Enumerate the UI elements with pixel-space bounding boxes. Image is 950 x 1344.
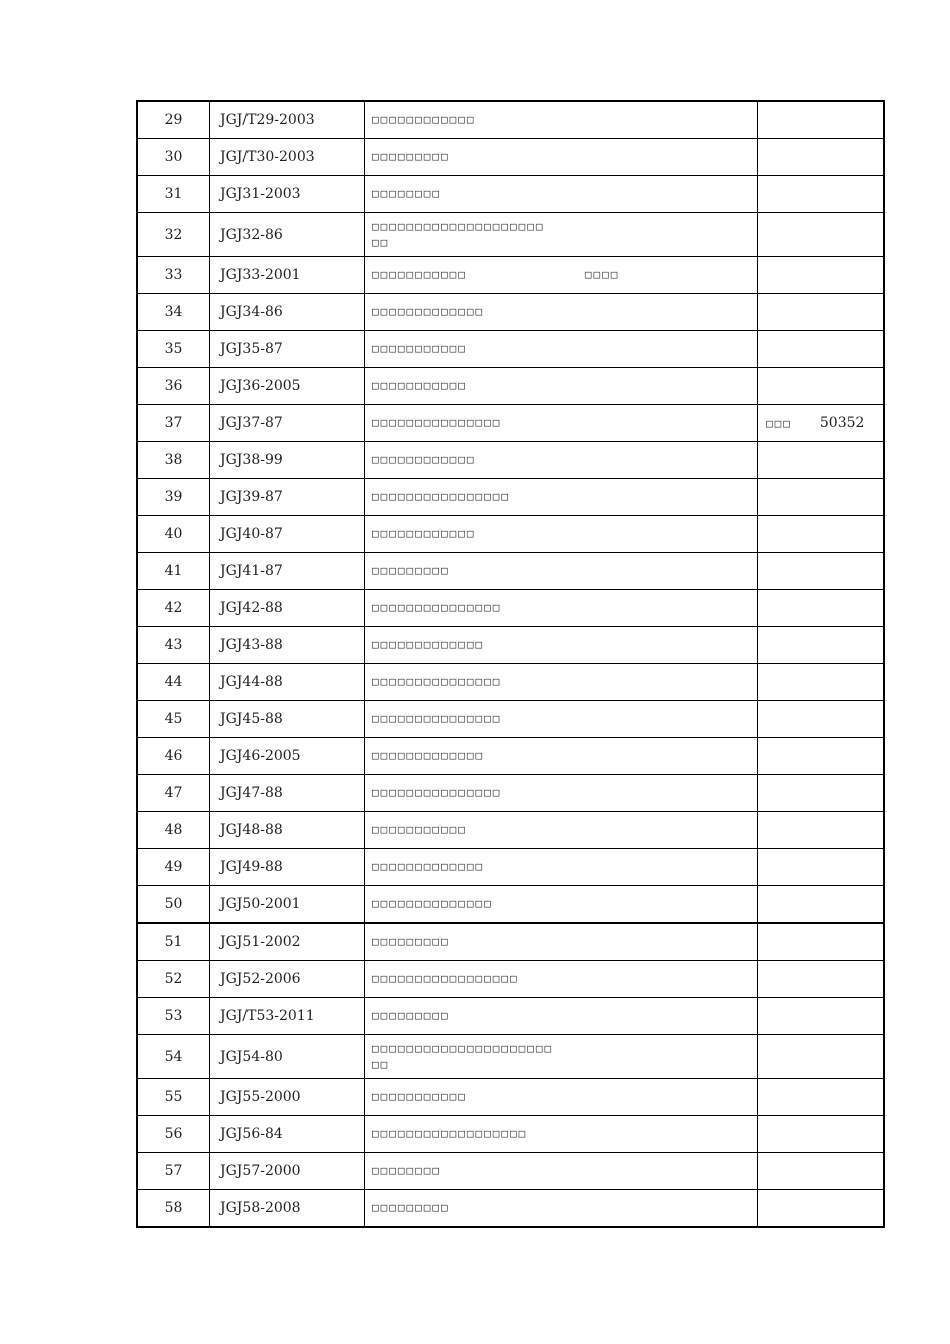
standard-code: JGJ50-2001 xyxy=(210,886,365,924)
row-number: 51 xyxy=(137,923,210,961)
table-row xyxy=(137,886,884,924)
standard-name: □□□□□□□□□□□□ xyxy=(365,101,758,139)
table-row xyxy=(137,101,884,139)
standard-name-text: □□□□□□□□□□□ xyxy=(372,268,467,281)
remark-cell xyxy=(758,812,885,849)
standard-code: JGJ/T29-2003 xyxy=(210,101,365,139)
remark-cell xyxy=(758,139,885,176)
table-row xyxy=(137,213,884,257)
standard-name: □□□□□□□□□□□□□ xyxy=(365,294,758,331)
row-number: 39 xyxy=(137,479,210,516)
standard-name: □□□□□□□□□□□□ xyxy=(365,516,758,553)
table-row xyxy=(137,368,884,405)
row-number: 56 xyxy=(137,1116,210,1153)
remark-cell xyxy=(758,627,885,664)
standard-name: □□□□□□□□□□□□□□ xyxy=(365,886,758,924)
row-number: 47 xyxy=(137,775,210,812)
table-row xyxy=(137,998,884,1035)
row-number: 45 xyxy=(137,701,210,738)
standard-name: □□□□□□□□□ xyxy=(365,139,758,176)
standard-name: □□□□□□□□□□□□ xyxy=(365,442,758,479)
standard-code: JGJ49-88 xyxy=(210,849,365,886)
standard-name-line2: □□ xyxy=(372,1057,390,1071)
remark-cell xyxy=(758,1079,885,1116)
standard-name: □□□□□□□□□□□□□□□ xyxy=(365,405,758,442)
remark-cell xyxy=(758,294,885,331)
standards-table-body xyxy=(137,101,884,1227)
table-row xyxy=(137,139,884,176)
standard-code: JGJ/T30-2003 xyxy=(210,139,365,176)
standard-code: JGJ47-88 xyxy=(210,775,365,812)
row-number: 57 xyxy=(137,1153,210,1190)
remark-cell xyxy=(758,886,885,924)
table-row xyxy=(137,479,884,516)
remark-cell xyxy=(758,442,885,479)
standard-name: □□□□□□□□□□□ xyxy=(365,1079,758,1116)
remark-value: 50352 xyxy=(819,414,865,431)
row-number: 58 xyxy=(137,1190,210,1228)
standard-name: □□□□□□□□□□□□□□□ xyxy=(365,775,758,812)
standard-code: JGJ56-84 xyxy=(210,1116,365,1153)
table-row xyxy=(137,553,884,590)
standard-name: □□□□□□□□□□□ xyxy=(365,812,758,849)
remark-cell xyxy=(758,701,885,738)
standard-name: □□□□□□□□□□□□□□□ xyxy=(365,664,758,701)
remark-cell xyxy=(758,849,885,886)
remark-cell xyxy=(758,331,885,368)
table-row xyxy=(137,664,884,701)
table-row xyxy=(137,176,884,213)
standard-code: JGJ41-87 xyxy=(210,553,365,590)
remark-cell xyxy=(758,1116,885,1153)
remark-cell xyxy=(758,176,885,213)
row-number: 37 xyxy=(137,405,210,442)
standard-code: JGJ31-2003 xyxy=(210,176,365,213)
row-number: 31 xyxy=(137,176,210,213)
standard-code: JGJ46-2005 xyxy=(210,738,365,775)
table-row xyxy=(137,923,884,961)
standard-code: JGJ38-99 xyxy=(210,442,365,479)
standard-code: JGJ/T53-2011 xyxy=(210,998,365,1035)
remark-cell xyxy=(758,998,885,1035)
standard-name: □□□□□□□□□□□□□ xyxy=(365,738,758,775)
standard-code: JGJ33-2001 xyxy=(210,257,365,294)
standard-name-line1: □□□□□□□□□□□□□□□□□□□□□ xyxy=(372,1041,554,1055)
table-row xyxy=(137,775,884,812)
remark-cell xyxy=(758,775,885,812)
standard-code: JGJ55-2000 xyxy=(210,1079,365,1116)
table-row xyxy=(137,812,884,849)
remark-cell xyxy=(758,1190,885,1228)
remark-label: □□□ xyxy=(766,416,792,430)
table-row xyxy=(137,442,884,479)
remark-cell xyxy=(758,405,885,442)
standard-name xyxy=(365,1035,758,1079)
row-number: 40 xyxy=(137,516,210,553)
standard-name: □□□□□□□□ xyxy=(365,176,758,213)
remark-cell xyxy=(758,738,885,775)
row-number: 44 xyxy=(137,664,210,701)
row-number: 36 xyxy=(137,368,210,405)
standard-name: □□□□□□□□□□□ xyxy=(365,331,758,368)
row-number: 42 xyxy=(137,590,210,627)
standard-code: JGJ44-88 xyxy=(210,664,365,701)
remark-cell xyxy=(758,590,885,627)
table-row xyxy=(137,257,884,294)
table-row xyxy=(137,1079,884,1116)
standard-name: □□□□□□□□□ xyxy=(365,553,758,590)
standard-code: JGJ52-2006 xyxy=(210,961,365,998)
standard-name-suffix: □□□□ xyxy=(584,268,620,281)
remark-cell xyxy=(758,923,885,961)
standard-code: JGJ57-2000 xyxy=(210,1153,365,1190)
row-number: 41 xyxy=(137,553,210,590)
table-row xyxy=(137,849,884,886)
row-number: 52 xyxy=(137,961,210,998)
standard-name-line2: □□ xyxy=(372,235,390,249)
standard-name: □□□□□□□□ xyxy=(365,1153,758,1190)
remark-cell xyxy=(758,516,885,553)
standard-code: JGJ37-87 xyxy=(210,405,365,442)
row-number: 54 xyxy=(137,1035,210,1079)
standard-name: □□□□□□□□□ xyxy=(365,998,758,1035)
table-row xyxy=(137,1035,884,1079)
standard-code: JGJ45-88 xyxy=(210,701,365,738)
row-number: 32 xyxy=(137,213,210,257)
standard-name: □□□□□□□□□□□□□□□□ xyxy=(365,479,758,516)
table-row xyxy=(137,961,884,998)
remark-cell xyxy=(758,553,885,590)
row-number: 50 xyxy=(137,886,210,924)
standard-code: JGJ39-87 xyxy=(210,479,365,516)
row-number: 43 xyxy=(137,627,210,664)
standard-name xyxy=(365,213,758,257)
row-number: 38 xyxy=(137,442,210,479)
row-number: 33 xyxy=(137,257,210,294)
table-row xyxy=(137,1153,884,1190)
row-number: 46 xyxy=(137,738,210,775)
standard-name: □□□□□□□□□□□ xyxy=(365,368,758,405)
standard-code: JGJ36-2005 xyxy=(210,368,365,405)
table-row xyxy=(137,738,884,775)
remark-cell xyxy=(758,368,885,405)
table-row xyxy=(137,294,884,331)
row-number: 49 xyxy=(137,849,210,886)
table-row xyxy=(137,405,884,442)
standard-name: □□□□□□□□□ xyxy=(365,923,758,961)
standard-code: JGJ32-86 xyxy=(210,213,365,257)
standard-name-line1: □□□□□□□□□□□□□□□□□□□□ xyxy=(372,219,545,233)
remark-cell xyxy=(758,479,885,516)
standard-name: □□□□□□□□□□□□□□□ xyxy=(365,701,758,738)
table-row xyxy=(137,627,884,664)
table-row xyxy=(137,331,884,368)
standard-name xyxy=(365,257,758,294)
standard-code: JGJ40-87 xyxy=(210,516,365,553)
table-row xyxy=(137,1190,884,1228)
standard-name: □□□□□□□□□ xyxy=(365,1190,758,1228)
table-row xyxy=(137,1116,884,1153)
standard-code: JGJ34-86 xyxy=(210,294,365,331)
row-number: 53 xyxy=(137,998,210,1035)
remark-cell xyxy=(758,1153,885,1190)
remark-cell xyxy=(758,961,885,998)
remark-cell xyxy=(758,1035,885,1079)
row-number: 48 xyxy=(137,812,210,849)
standards-table xyxy=(136,100,885,1228)
standard-code: JGJ35-87 xyxy=(210,331,365,368)
standard-name: □□□□□□□□□□□□□ xyxy=(365,627,758,664)
table-row xyxy=(137,701,884,738)
standard-name: □□□□□□□□□□□□□□□ xyxy=(365,590,758,627)
standard-code: JGJ51-2002 xyxy=(210,923,365,961)
row-number: 30 xyxy=(137,139,210,176)
standard-code: JGJ54-80 xyxy=(210,1035,365,1079)
row-number: 35 xyxy=(137,331,210,368)
standard-code: JGJ48-88 xyxy=(210,812,365,849)
standard-name: □□□□□□□□□□□□□□□□□ xyxy=(365,961,758,998)
standard-name: □□□□□□□□□□□□□ xyxy=(365,849,758,886)
row-number: 55 xyxy=(137,1079,210,1116)
standard-code: JGJ43-88 xyxy=(210,627,365,664)
row-number: 34 xyxy=(137,294,210,331)
row-number: 29 xyxy=(137,101,210,139)
table-row xyxy=(137,590,884,627)
remark-cell xyxy=(758,664,885,701)
table-row xyxy=(137,516,884,553)
remark-cell xyxy=(758,101,885,139)
standard-code: JGJ58-2008 xyxy=(210,1190,365,1228)
remark-cell xyxy=(758,257,885,294)
standard-code: JGJ42-88 xyxy=(210,590,365,627)
standard-name: □□□□□□□□□□□□□□□□□□ xyxy=(365,1116,758,1153)
remark-cell xyxy=(758,213,885,257)
